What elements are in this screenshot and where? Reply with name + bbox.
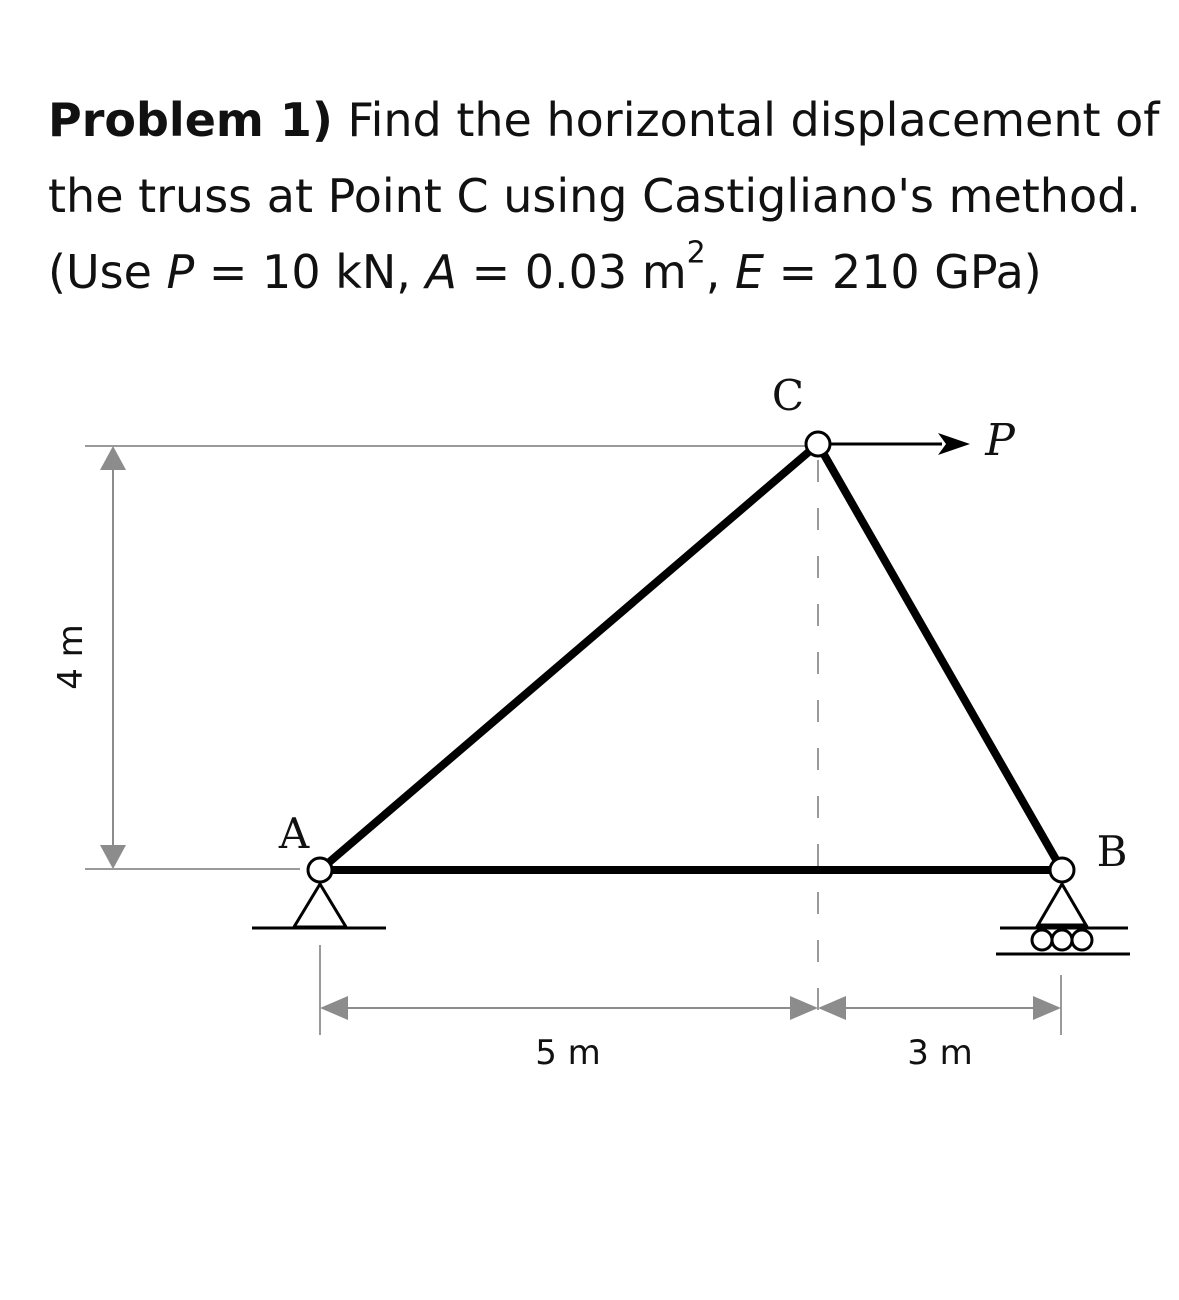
value-e: = 210 GPa) [764,245,1042,299]
roller-support-b [996,884,1130,954]
node-label-a: A [278,809,310,858]
exponent-a: 2 [686,235,706,271]
problem-line-2: the truss at Point C using Castigliano's method. [48,169,1141,223]
pin-support-a [252,884,386,928]
problem-heading: Problem 1) [48,93,333,147]
given-open: (Use [48,245,167,299]
given-separator: , [705,245,735,299]
member-cb [818,444,1062,870]
dimension-right [818,996,1061,1020]
node-label-b: B [1096,827,1128,876]
dimension-height [100,446,126,869]
load-label: P [985,415,1015,466]
load-arrow-p [830,433,970,455]
value-a: = 0.03 m [456,245,687,299]
joint-b [1050,858,1074,882]
problem-text-1: Find the horizontal displacement of [332,93,1160,147]
dim-left-label: 5 m [535,1033,601,1073]
node-label-c: C [771,371,805,420]
dimension-left [320,996,818,1020]
member-ac [320,444,818,870]
dim-height-label: 4 m [51,624,91,690]
joint-c [806,432,830,456]
symbol-a: A [425,245,457,299]
symbol-p: P [166,245,195,299]
dim-right-label: 3 m [907,1033,973,1073]
symbol-e: E [734,245,765,299]
joint-a [308,858,332,882]
value-p: = 10 kN, [194,245,426,299]
